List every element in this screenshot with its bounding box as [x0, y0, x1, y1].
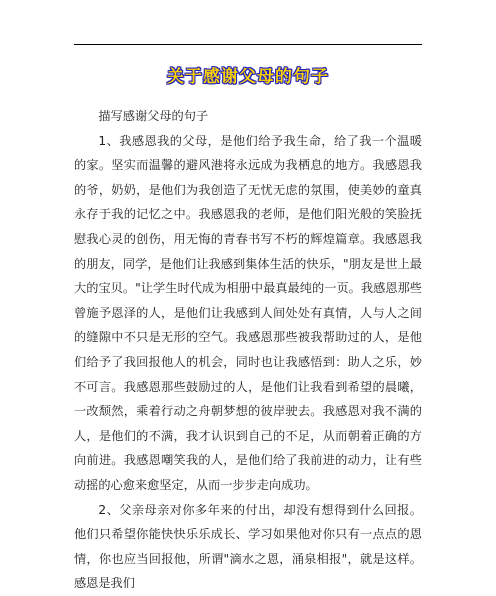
header-rule — [74, 44, 422, 45]
document-title: 关于感谢父母的句子 — [167, 67, 329, 87]
document-body — [74, 104, 422, 596]
subtitle: 描写感谢父母的句子 — [98, 109, 209, 123]
paragraph-2: 2、父亲母亲对你多年来的付出，却没有想得到什么回报。他们只希望你能快快乐乐成长、学习如果他对你只有一点点的恩情，你也应当回报他，所谓"滴水之恩，涌泉相报"，就是这样。感恩是我们 — [74, 502, 422, 591]
paragraph-1: 1、我感恩我的父母，是他们给予我生命，给了我一个温暖的家。坚实而温馨的避风港将永远成为我栖息的地方。我感恩我的爷，奶奶，是他们为我创造了无忧无虑的氛围，使美妙的童真永存于我的记忆之中。我感恩我的老师，是他们阳光般的笑脸抚慰我心灵的创伤，用无悔的青春书写不朽的辉煌篇章。我感恩我的朋友，同学，是他们让我感到集体生活的快乐，"朋友是世上最大的宝贝。"让学生时代成为相册中最真最纯的一页。我感恩那些曾施予恩泽的人，是他们让我感到人间处处有真情，人与人之间的缝隙中不只是无形的空气。我感恩那些被我帮助过的人，是他们给予了我回报他人的机会，同时也让我感悟到：助人之乐，妙不可言。我感恩那些鼓励过的人，是他们让我看到希望的晨曦，一改颓然，乘着行动之舟朝梦想的彼岸驶去。我感恩对我不满的人，是他们的不满，我才认识到自己的不足，从而朝着正确的方向前进。我感恩嘲笑我的人，是他们给了我前进的动力，让有些动摇的心愈来愈坚定，从而一步步走向成功。 — [74, 133, 422, 492]
